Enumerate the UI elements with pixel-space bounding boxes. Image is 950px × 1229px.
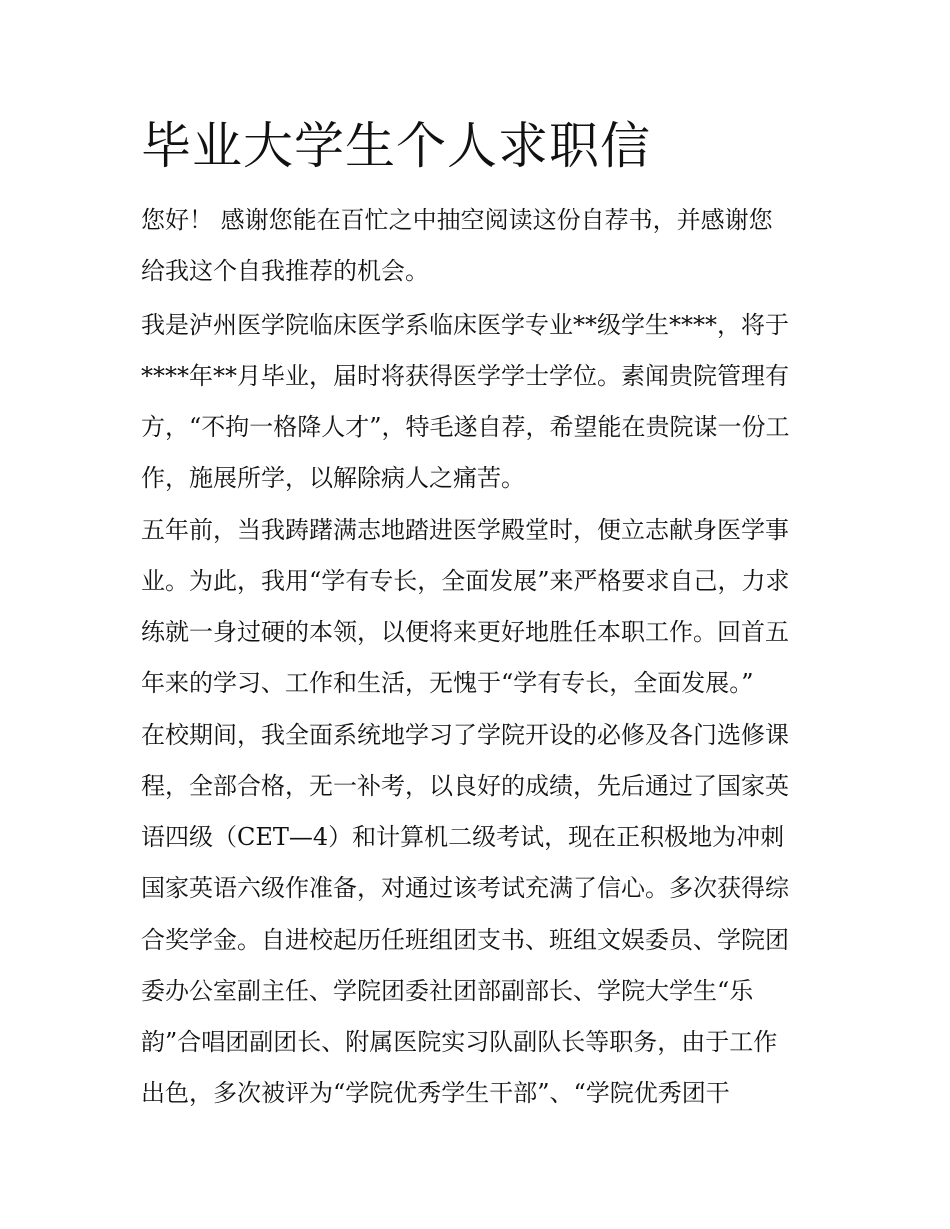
body-line-13: 语四级（CET—4）和计算机二级考试，现在正积极地为冲刺 — [141, 823, 785, 851]
body-line-15: 合奖学金。自进校起历任班组团支书、班组文娱委员、学院团 — [141, 926, 789, 954]
body-line-11: 在校期间，我全面系统地学习了学院开设的必修及各门选修课 — [141, 721, 789, 749]
body-line-5: 方，“不拘一格降人才”，特毛遂自荐，希望能在贵院谋一份工 — [141, 413, 790, 441]
body-line-9: 练就一身过硬的本领，以便将来更好地胜任本职工作。回首五 — [141, 618, 789, 646]
body-line-14: 国家英语六级作准备，对通过该考试充满了信心。多次获得综 — [141, 874, 789, 902]
body-line-17: 韵”合唱团副团长、附属医院实习队副队长等职务，由于工作 — [141, 1028, 778, 1056]
body-line-12: 程，全部合格，无一补考，以良好的成绩，先后通过了国家英 — [141, 772, 789, 800]
body-line-1: 您好！ 感谢您能在百忙之中抽空阅读这份自荐书，并感谢您 — [141, 206, 773, 234]
body-line-10: 年来的学习、工作和生活，无愧于“学有专长，全面发展。” — [141, 669, 754, 697]
body-line-3: 我是泸州医学院临床医学系临床医学专业**级学生****，将于 — [141, 311, 789, 339]
body-line-2: 给我这个自我推荐的机会。 — [141, 257, 429, 285]
body-line-7: 五年前，当我踌躇满志地踏进医学殿堂时，便立志献身医学事 — [141, 516, 789, 544]
body-line-18: 出色，多次被评为“学院优秀学生干部”、“学院优秀团干 — [141, 1079, 730, 1107]
document-title: 毕业大学生个人求职信 — [141, 117, 651, 175]
body-line-16: 委办公室副主任、学院团委社团部副部长、学院大学生“乐 — [141, 977, 754, 1005]
body-line-4: ****年**月毕业，届时将获得医学学士学位。素闻贵院管理有 — [141, 362, 789, 390]
body-line-6: 作，施展所学，以解除病人之痛苦。 — [141, 464, 525, 492]
body-line-8: 业。为此，我用“学有专长，全面发展”来严格要求自己，力求 — [141, 567, 790, 595]
